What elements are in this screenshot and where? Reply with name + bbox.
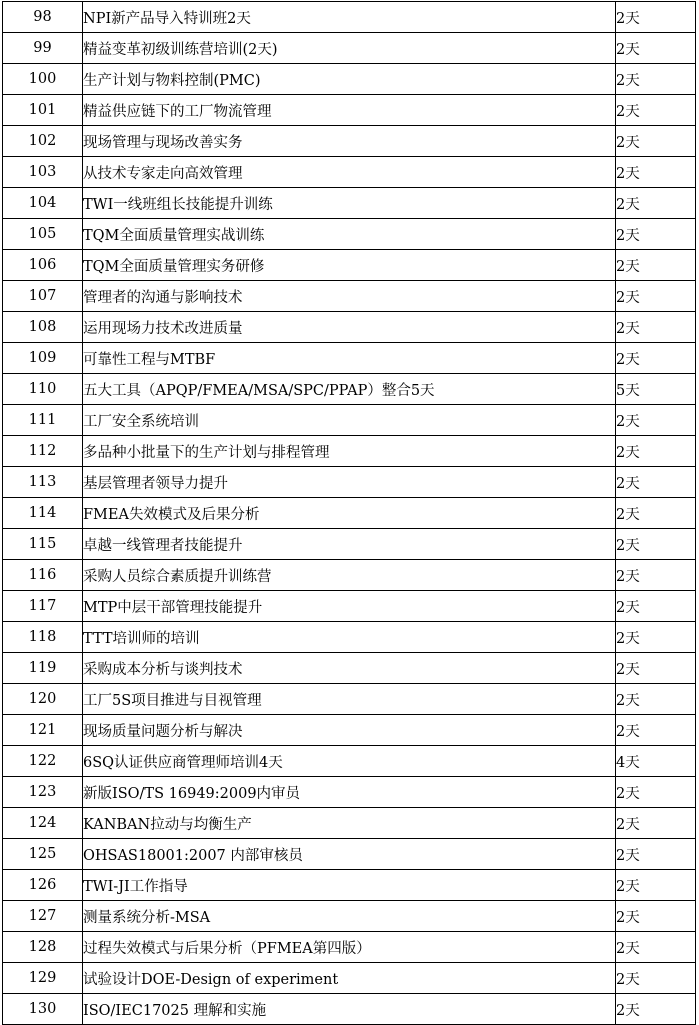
course-name-cell: OHSAS18001:2007 内部审核员 [83, 839, 616, 870]
course-name-cell: TWI-JI工作指导 [83, 870, 616, 901]
table-row [3, 684, 696, 715]
course-name-cell: 运用现场力技术改进质量 [83, 312, 616, 343]
course-name-cell: 试验设计DOE-Design of experiment [83, 963, 616, 994]
table-row [3, 870, 696, 901]
course-number-cell: 106 [3, 250, 83, 281]
course-duration-cell: 2天 [616, 405, 696, 436]
course-name-cell: KANBAN拉动与均衡生产 [83, 808, 616, 839]
course-number-cell: 110 [3, 374, 83, 405]
course-name-cell: MTP中层干部管理技能提升 [83, 591, 616, 622]
course-table [2, 1, 696, 1025]
table-row [3, 219, 696, 250]
course-duration-cell: 2天 [616, 343, 696, 374]
course-name-cell: 五大工具（APQP/FMEA/MSA/SPC/PPAP）整合5天 [83, 374, 616, 405]
table-row [3, 467, 696, 498]
course-name-cell: TQM全面质量管理实务研修 [83, 250, 616, 281]
course-duration-cell: 2天 [616, 157, 696, 188]
table-row [3, 746, 696, 777]
course-number-cell: 122 [3, 746, 83, 777]
course-number-cell: 116 [3, 560, 83, 591]
course-duration-cell: 2天 [616, 560, 696, 591]
table-row [3, 901, 696, 932]
table-row [3, 250, 696, 281]
course-name-cell: 采购人员综合素质提升训练营 [83, 560, 616, 591]
table-row [3, 33, 696, 64]
table-row [3, 343, 696, 374]
table-row [3, 405, 696, 436]
course-name-cell: 现场质量问题分析与解决 [83, 715, 616, 746]
course-duration-cell: 2天 [616, 870, 696, 901]
course-name-cell: 基层管理者领导力提升 [83, 467, 616, 498]
course-duration-cell: 2天 [616, 33, 696, 64]
course-duration-cell: 2天 [616, 312, 696, 343]
table-row [3, 839, 696, 870]
table-row [3, 963, 696, 994]
course-number-cell: 111 [3, 405, 83, 436]
course-name-cell: FMEA失效模式及后果分析 [83, 498, 616, 529]
course-name-cell: NPI新产品导入特训班2天 [83, 2, 616, 33]
course-number-cell: 130 [3, 994, 83, 1025]
course-name-cell: TWI一线班组长技能提升训练 [83, 188, 616, 219]
course-table-body [3, 2, 696, 1025]
table-row [3, 994, 696, 1025]
course-number-cell: 113 [3, 467, 83, 498]
course-duration-cell: 2天 [616, 188, 696, 219]
course-number-cell: 127 [3, 901, 83, 932]
course-name-cell: 多品种小批量下的生产计划与排程管理 [83, 436, 616, 467]
table-row [3, 715, 696, 746]
course-name-cell: 过程失效模式与后果分析（PFMEA第四版） [83, 932, 616, 963]
course-number-cell: 124 [3, 808, 83, 839]
course-duration-cell: 2天 [616, 901, 696, 932]
course-number-cell: 123 [3, 777, 83, 808]
table-row [3, 808, 696, 839]
course-name-cell: ISO/IEC17025 理解和实施 [83, 994, 616, 1025]
course-duration-cell: 2天 [616, 281, 696, 312]
table-row [3, 2, 696, 33]
course-duration-cell: 2天 [616, 622, 696, 653]
course-duration-cell: 2天 [616, 715, 696, 746]
table-row [3, 188, 696, 219]
course-number-cell: 120 [3, 684, 83, 715]
course-duration-cell: 2天 [616, 250, 696, 281]
course-number-cell: 105 [3, 219, 83, 250]
course-name-cell: TTT培训师的培训 [83, 622, 616, 653]
course-duration-cell: 2天 [616, 467, 696, 498]
course-duration-cell: 2天 [616, 219, 696, 250]
course-duration-cell: 4天 [616, 746, 696, 777]
course-number-cell: 115 [3, 529, 83, 560]
table-row [3, 374, 696, 405]
course-name-cell: 新版ISO/TS 16949:2009内审员 [83, 777, 616, 808]
table-row [3, 157, 696, 188]
table-row [3, 529, 696, 560]
course-number-cell: 98 [3, 2, 83, 33]
table-row [3, 591, 696, 622]
course-duration-cell: 2天 [616, 808, 696, 839]
course-duration-cell: 2天 [616, 963, 696, 994]
course-name-cell: 精益变革初级训练营培训(2天) [83, 33, 616, 64]
course-name-cell: 从技术专家走向高效管理 [83, 157, 616, 188]
course-name-cell: 测量系统分析-MSA [83, 901, 616, 932]
course-name-cell: 可靠性工程与MTBF [83, 343, 616, 374]
course-number-cell: 107 [3, 281, 83, 312]
table-row [3, 126, 696, 157]
course-number-cell: 121 [3, 715, 83, 746]
course-number-cell: 128 [3, 932, 83, 963]
course-number-cell: 99 [3, 33, 83, 64]
course-duration-cell: 2天 [616, 684, 696, 715]
course-name-cell: 卓越一线管理者技能提升 [83, 529, 616, 560]
course-number-cell: 104 [3, 188, 83, 219]
table-row [3, 653, 696, 684]
course-duration-cell: 2天 [616, 64, 696, 95]
course-name-cell: TQM全面质量管理实战训练 [83, 219, 616, 250]
course-name-cell: 工厂安全系统培训 [83, 405, 616, 436]
course-name-cell: 工厂5S项目推进与目视管理 [83, 684, 616, 715]
course-duration-cell: 2天 [616, 591, 696, 622]
course-duration-cell: 2天 [616, 95, 696, 126]
course-number-cell: 118 [3, 622, 83, 653]
course-duration-cell: 2天 [616, 126, 696, 157]
table-row [3, 436, 696, 467]
table-row [3, 312, 696, 343]
course-name-cell: 管理者的沟通与影响技术 [83, 281, 616, 312]
course-duration-cell: 2天 [616, 839, 696, 870]
course-name-cell: 6SQ认证供应商管理师培训4天 [83, 746, 616, 777]
course-number-cell: 114 [3, 498, 83, 529]
course-number-cell: 112 [3, 436, 83, 467]
table-row [3, 560, 696, 591]
course-duration-cell: 2天 [616, 529, 696, 560]
course-duration-cell: 5天 [616, 374, 696, 405]
course-duration-cell: 2天 [616, 932, 696, 963]
course-name-cell: 现场管理与现场改善实务 [83, 126, 616, 157]
course-number-cell: 125 [3, 839, 83, 870]
course-duration-cell: 2天 [616, 436, 696, 467]
course-duration-cell: 2天 [616, 994, 696, 1025]
course-duration-cell: 2天 [616, 777, 696, 808]
table-row [3, 64, 696, 95]
course-number-cell: 109 [3, 343, 83, 374]
course-name-cell: 生产计划与物料控制(PMC) [83, 64, 616, 95]
table-row [3, 622, 696, 653]
course-number-cell: 108 [3, 312, 83, 343]
course-number-cell: 102 [3, 126, 83, 157]
table-row [3, 95, 696, 126]
course-number-cell: 129 [3, 963, 83, 994]
course-name-cell: 精益供应链下的工厂物流管理 [83, 95, 616, 126]
course-number-cell: 117 [3, 591, 83, 622]
course-number-cell: 119 [3, 653, 83, 684]
table-row [3, 777, 696, 808]
course-name-cell: 采购成本分析与谈判技术 [83, 653, 616, 684]
course-duration-cell: 2天 [616, 653, 696, 684]
table-row [3, 498, 696, 529]
course-number-cell: 126 [3, 870, 83, 901]
course-number-cell: 101 [3, 95, 83, 126]
course-duration-cell: 2天 [616, 498, 696, 529]
course-number-cell: 100 [3, 64, 83, 95]
course-duration-cell: 2天 [616, 2, 696, 33]
table-row [3, 932, 696, 963]
course-number-cell: 103 [3, 157, 83, 188]
table-row [3, 281, 696, 312]
